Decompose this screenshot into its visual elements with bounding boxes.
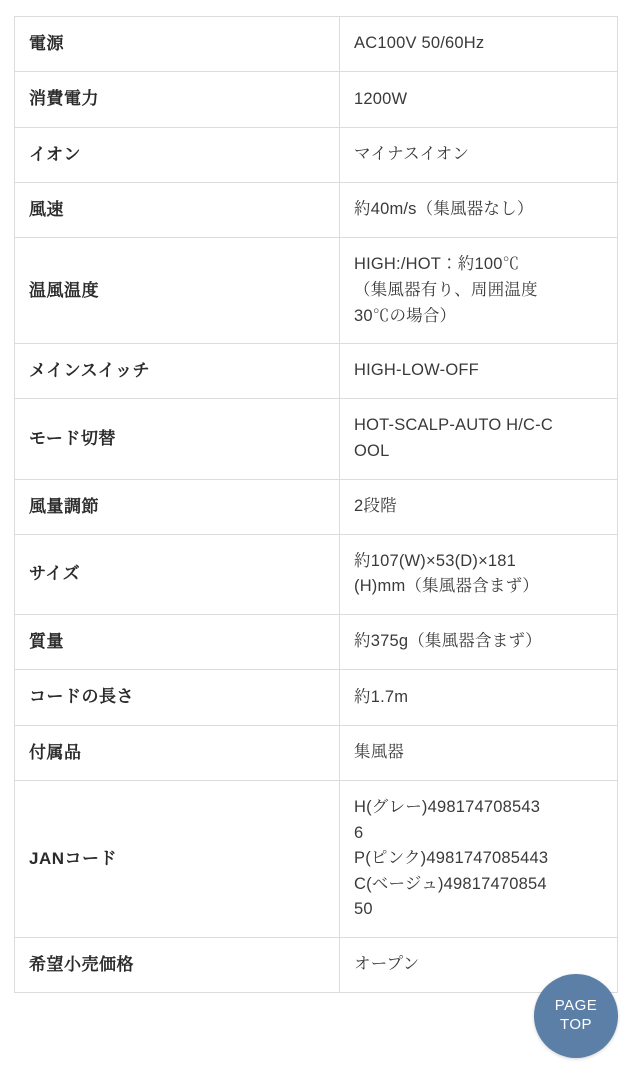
specification-table-body bbox=[15, 17, 618, 993]
spec-value bbox=[340, 479, 618, 534]
table-row bbox=[15, 238, 618, 344]
spec-value bbox=[340, 534, 618, 614]
spec-value-line: オープン bbox=[354, 955, 420, 974]
spec-value bbox=[340, 17, 618, 72]
spec-label: 電源 bbox=[15, 17, 340, 72]
spec-value-line: C(ベージュ)49817470854 bbox=[354, 874, 547, 893]
spec-label: 風速 bbox=[15, 183, 340, 238]
spec-value bbox=[340, 725, 618, 780]
table-row bbox=[15, 781, 618, 938]
specification-table bbox=[14, 16, 618, 993]
spec-value-line: HIGH-LOW-OFF bbox=[354, 361, 479, 380]
spec-label: モード切替 bbox=[15, 399, 340, 479]
spec-label: 消費電力 bbox=[15, 72, 340, 127]
spec-value-line: 約375g（集風器含まず） bbox=[354, 632, 542, 651]
spec-value-line: 約107(W)×53(D)×181 bbox=[354, 551, 517, 570]
spec-value bbox=[340, 399, 618, 479]
spec-value-line: P(ピンク)4981747085443 bbox=[354, 849, 549, 868]
spec-label: 風量調節 bbox=[15, 479, 340, 534]
table-row bbox=[15, 183, 618, 238]
spec-value-line: 30℃の場合） bbox=[354, 306, 457, 325]
spec-value bbox=[340, 127, 618, 182]
spec-value-line: 1200W bbox=[354, 89, 408, 108]
spec-value-line: (H)mm（集風器含まず） bbox=[354, 577, 539, 596]
spec-value-line: 50 bbox=[354, 900, 373, 919]
spec-value bbox=[340, 615, 618, 670]
spec-value-line: （集風器有り、周囲温度 bbox=[354, 280, 538, 299]
spec-label: サイズ bbox=[15, 534, 340, 614]
spec-value-line: AC100V 50/60Hz bbox=[354, 34, 485, 53]
spec-value-line: OOL bbox=[354, 441, 390, 460]
spec-value bbox=[340, 781, 618, 938]
table-row bbox=[15, 725, 618, 780]
spec-value-line: 6 bbox=[354, 823, 364, 842]
table-row bbox=[15, 72, 618, 127]
spec-value-line: 約1.7m bbox=[354, 687, 409, 706]
table-row bbox=[15, 670, 618, 725]
spec-value bbox=[340, 344, 618, 399]
spec-label: 温風温度 bbox=[15, 238, 340, 344]
spec-value-line: 約40m/s（集風器なし） bbox=[354, 200, 534, 219]
page-top-label-line2: TOP bbox=[559, 1016, 593, 1033]
spec-value bbox=[340, 183, 618, 238]
table-row bbox=[15, 615, 618, 670]
spec-value-line: H(グレー)498174708543 bbox=[354, 798, 541, 817]
spec-label: JANコード bbox=[15, 781, 340, 938]
table-row bbox=[15, 937, 618, 992]
page-top-button[interactable] bbox=[534, 974, 618, 1058]
spec-value-line: マイナスイオン bbox=[354, 145, 470, 164]
table-row bbox=[15, 344, 618, 399]
spec-label: メインスイッチ bbox=[15, 344, 340, 399]
table-row bbox=[15, 399, 618, 479]
spec-label: 質量 bbox=[15, 615, 340, 670]
spec-value-line: 2段階 bbox=[354, 496, 397, 515]
spec-value-line: HOT-SCALP-AUTO H/C-C bbox=[354, 416, 553, 435]
spec-value-line: HIGH:/HOT：約100℃ bbox=[354, 255, 520, 274]
spec-label: 付属品 bbox=[15, 725, 340, 780]
table-row bbox=[15, 534, 618, 614]
spec-value bbox=[340, 72, 618, 127]
spec-label: イオン bbox=[15, 127, 340, 182]
spec-value bbox=[340, 670, 618, 725]
spec-label: コードの長さ bbox=[15, 670, 340, 725]
page-top-label-line1: PAGE bbox=[554, 997, 598, 1015]
table-row bbox=[15, 127, 618, 182]
spec-label: 希望小売価格 bbox=[15, 937, 340, 992]
spec-value bbox=[340, 238, 618, 344]
table-row bbox=[15, 17, 618, 72]
spec-value-line: 集風器 bbox=[354, 743, 405, 762]
table-row bbox=[15, 479, 618, 534]
